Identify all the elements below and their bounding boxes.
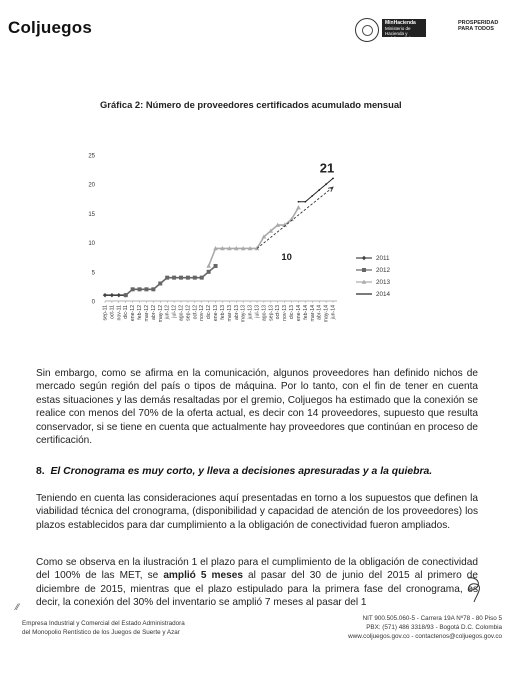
x-tick-label: abr-12: [150, 305, 157, 320]
annotation-top-value: 21: [319, 160, 335, 176]
x-tick-label: feb-12: [137, 305, 144, 320]
x-tick-label: jun-14: [330, 305, 337, 320]
point-2011: [362, 256, 366, 260]
x-tick-label: may-13: [240, 305, 247, 323]
y-tick-label: 5: [91, 270, 95, 277]
legend-label-2013: 2013: [376, 279, 391, 287]
point-2014: [311, 195, 313, 197]
x-tick-label: abr-14: [316, 305, 323, 320]
x-tick-label: sep-13: [268, 305, 275, 321]
point-2012: [214, 264, 218, 268]
point-2011: [103, 293, 107, 297]
minhacienda-logo: [382, 19, 426, 41]
point-2012: [165, 276, 169, 280]
x-tick-label: nov-13: [282, 305, 289, 321]
point-2012: [124, 293, 128, 297]
y-tick-label: 25: [88, 153, 95, 160]
x-tick-label: oct-13: [275, 305, 282, 320]
point-2012: [207, 270, 211, 274]
point-2012: [200, 276, 204, 280]
point-2012: [179, 276, 183, 280]
point-2012: [362, 268, 366, 272]
y-tick-label: 0: [91, 299, 95, 306]
point-2012: [131, 287, 135, 291]
x-tick-label: dic-13: [289, 305, 296, 320]
legend-label-2014: 2014: [376, 291, 391, 299]
point-2012: [172, 276, 176, 280]
y-tick-label: 15: [88, 211, 95, 218]
x-tick-label: nov-11: [116, 305, 123, 321]
x-tick-label: nov-12: [199, 305, 206, 321]
x-tick-label: may-14: [323, 305, 330, 323]
footer-company-line1: Empresa Industrial y Comercial del Estado Administradora: [22, 620, 185, 627]
footer-phone: PBX: (571) 486 3318/93 - Bogotá D.C. Colombia: [366, 624, 502, 631]
point-2014: [298, 201, 300, 203]
paragraph-deadline-end: al pasar del 30 de junio del 2015 al primero de diciembre de 2015, mientras que el plazo estipulado para la primera fase del cronograma, es decir, la conexión del 30% del inventario se amplió 7 meses al pasar del 1: [36, 570, 478, 609]
x-tick-label: mar-14: [309, 305, 316, 322]
x-tick-label: dic-11: [123, 305, 130, 319]
minhacienda-subtitle: Ministerio de Hacienda y Crédito Público: [385, 26, 416, 41]
x-tick-label: ene-12: [130, 305, 137, 322]
x-tick-label: sep-12: [185, 305, 192, 321]
x-tick-label: oct-12: [192, 305, 199, 320]
section-8-title: El Cronograma es muy corto, y lleva a decisiones apresuradas y a la quiebra.: [50, 466, 433, 477]
x-tick-label: jul-13: [254, 305, 261, 318]
point-2012: [193, 276, 197, 280]
chart-title: Gráfica 2: Número de proveedores certificados acumulado mensual: [100, 99, 402, 110]
point-2011: [117, 293, 121, 297]
paragraph-deadline-highlight: amplió 5 meses: [163, 570, 243, 582]
coljuegos-logo: Coljuegos: [8, 18, 92, 37]
x-tick-label: jun-12: [164, 305, 171, 320]
providers-line-chart: [80, 148, 440, 338]
x-tick-label: oct-11: [109, 305, 116, 320]
point-2012: [144, 287, 148, 291]
x-tick-label: jul-12: [171, 305, 178, 318]
x-tick-label: abr-13: [233, 305, 240, 320]
x-tick-label: jun-13: [247, 305, 254, 320]
paragraph-providers: Sin embargo, como se afirma en la comunicación, algunos proveedores han definido nichos de mercado según región del país o tipos de máquina. Por lo tanto, con el fin de tener en cuenta estas situaciones y las demás resaltadas por el gremio, Coljuegos ha estimado que la conexión se realice con menos del 70% de la oferta actual, es decir con 14 proveedores, supuesto que resulta conservador, si se tiene en cuenta que actualmente hay proveedores que continúan en proceso de certificación.: [36, 368, 478, 447]
point-2014: [332, 177, 334, 179]
footer-contact: www.coljuegos.gov.co - contactenos@coljuegos.gov.co: [348, 633, 502, 640]
legend-label-2011: 2011: [376, 255, 390, 263]
coat-of-arms-icon: [355, 18, 379, 42]
point-2012: [186, 276, 190, 280]
x-tick-label: ene-14: [295, 305, 302, 322]
x-tick-label: mar-13: [226, 305, 233, 322]
footer-address: NIT 900.505.060-5 - Carrera 19A Nº78 - 80 Piso 5: [362, 615, 502, 622]
x-tick-label: dic-12: [206, 305, 213, 320]
paragraph-schedule: Teniendo en cuenta las consideraciones aquí presentadas en torno a los supuestos que definen la viabilidad técnica del cronograma, (disponibilidad y capacidad de atención de los proveedores) los plazos establecidos para dar cumplimiento a la obligación de conectividad fueron ampliados.: [36, 493, 478, 531]
point-2012: [138, 287, 142, 291]
point-2012: [158, 281, 162, 285]
prosperity-logo: PROSPERIDAD PARA TODOS: [458, 20, 499, 32]
paragraph-deadline: [36, 556, 478, 610]
footer-left: [22, 619, 185, 637]
minhacienda-title: MinHacienda: [385, 20, 416, 26]
point-2014: [318, 189, 320, 191]
x-tick-label: ago-12: [178, 305, 185, 322]
series-line-2014: [298, 178, 333, 201]
x-tick-label: mar-12: [143, 305, 150, 322]
point-2013: [206, 264, 211, 268]
point-2011: [110, 293, 114, 297]
handwritten-signature-icon: [462, 574, 488, 604]
paragraph-deadline-start: Como se observa en la ilustración 1 el plazo para el cumplimiento de la obligación de conectividad del 100% de las MET, se: [36, 557, 478, 582]
point-2012: [151, 287, 155, 291]
x-tick-label: ene-13: [213, 305, 220, 322]
x-tick-label: feb-14: [302, 305, 309, 320]
handwritten-mark-icon: ⁄⁄: [16, 602, 20, 612]
x-tick-label: may-12: [157, 305, 164, 323]
legend-label-2012: 2012: [376, 267, 391, 275]
x-tick-label: ago-13: [261, 305, 268, 322]
point-2014: [304, 201, 306, 203]
x-tick-label: feb-13: [219, 305, 226, 320]
footer-right: [316, 614, 502, 641]
y-tick-label: 20: [88, 182, 95, 189]
trend-dashed-line: [257, 187, 333, 248]
section-8-number: 8.: [36, 466, 45, 477]
annotation-gap-value: 10: [281, 252, 292, 264]
y-tick-label: 10: [88, 241, 95, 248]
point-2014: [325, 183, 327, 185]
section-8-heading: [36, 466, 432, 477]
x-tick-label: sep-11: [102, 305, 109, 321]
point-2013: [296, 205, 301, 209]
footer-company-line2: del Monopolio Rentístico de los Juegos de Suerte y Azar: [22, 629, 180, 636]
